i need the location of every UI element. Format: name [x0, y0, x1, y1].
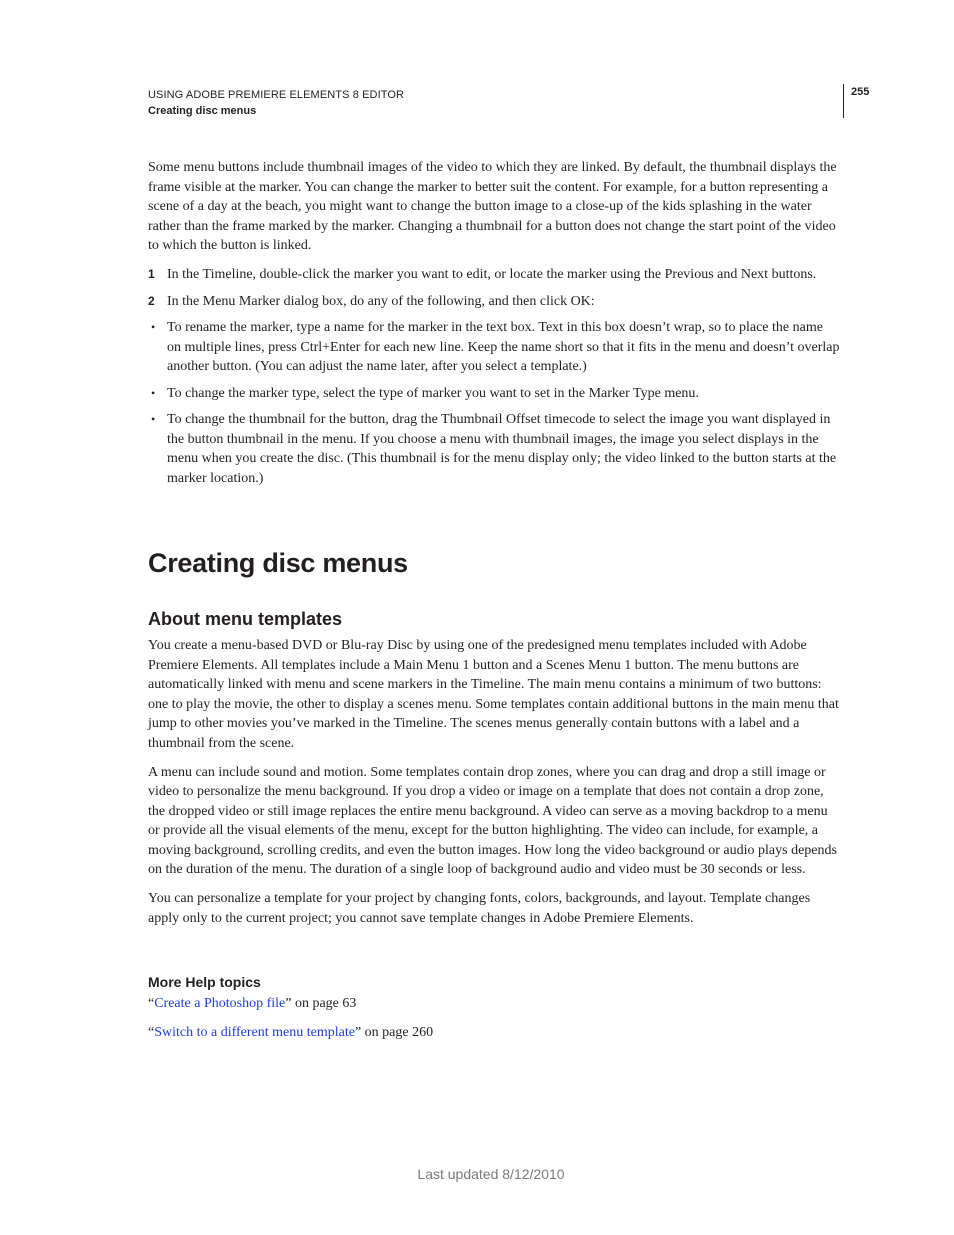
- subsection-heading: About menu templates: [148, 609, 343, 629]
- link-create-photoshop-file[interactable]: Create a Photoshop file: [154, 996, 286, 1011]
- step-item: [148, 292, 840, 312]
- open-quote: “: [148, 1025, 155, 1040]
- bullet-text: To change the thumbnail for the button, drag the Thumbnail Offset timecode to select the image you want displayed in the button thumbnail in the menu. If you choose a menu with thumbnail images, the image you select displays in the menu when you create the disc. (This thumbnail is for the menu display only; the video linked to the button starts at the marker location.): [167, 412, 837, 486]
- link-suffix: ” on page 63: [285, 996, 357, 1011]
- header-divider: [843, 84, 844, 118]
- help-link-item: [148, 1023, 840, 1043]
- bullet-text: To change the marker type, select the type of marker you want to set in the Marker Type menu.: [167, 385, 699, 401]
- body-paragraph: A menu can include sound and motion. Some templates contain drop zones, where you can drag and drop a still image or video to personalize the menu background. If you drop a video or image on a template that does not contain a drop zone, the dropped video or still image replaces the entire menu background. A video can serve as a moving backdrop to a menu or provide all the visual elements of the menu, except for the button highlighting. The video can include, for example, a moving background, scrolling credits, and even the button images. How long the video background or audio plays depends on the duration of the menu. The duration of a single loop of background audio and video must be 30 seconds or less.: [148, 764, 837, 877]
- intro-paragraph: Some menu buttons include thumbnail images of the video to which they are linked. By default, the thumbnail displays the frame visible at the marker. You can change the marker to better suit the content. For example, for a button representing a scene of a day at the beach, you might want to change the button image to a close-up of the kids splashing in the water rather than the frame marked by the marker. Changing a thumbnail for a button does not change the start point of the video to which the button is linked.: [148, 160, 837, 253]
- running-header: [148, 87, 404, 119]
- more-help-heading: More Help topics: [148, 974, 261, 990]
- running-section-title: Creating disc menus: [148, 105, 257, 117]
- link-suffix: ” on page 260: [354, 1025, 434, 1040]
- section-heading: Creating disc menus: [148, 548, 408, 578]
- bullet-text: To rename the marker, type a name for the marker in the text box. Text in this box doesn’t wrap, so to place the name on multiple lines, press Ctrl+Enter for each new line. Keep the name short so that it fits in the menu and doesn’t overlap another button. (You can adjust the name later, after you select a template.): [167, 320, 840, 374]
- section-content: [148, 636, 840, 938]
- link-switch-menu-template[interactable]: Switch to a different menu template: [154, 1025, 355, 1040]
- help-link-item: [148, 994, 840, 1014]
- bullet-item: [148, 384, 840, 404]
- step-number: 2: [148, 293, 155, 308]
- body-paragraph: You create a menu-based DVD or Blu-ray Disc by using one of the predesigned menu templates included with Adobe Premiere Elements. All templates include a Main Menu 1 button and a Scenes Menu 1 button. The menu buttons are automatically linked with menu and scene markers in the Timeline. The main menu contains a minimum of two buttons: one to play the movie, the other to display a scenes menu. Some templates contain additional buttons in the main menu that jump to other movies you’ve marked in the Timeline. The scenes menus generally contain buttons with a label and a thumbnail from the scene.: [148, 638, 839, 751]
- document-title: USING ADOBE PREMIERE ELEMENTS 8 EDITOR: [148, 89, 405, 101]
- footer-last-updated: Last updated 8/12/2010: [417, 1166, 565, 1182]
- step-item: [148, 265, 840, 285]
- page-number: 255: [851, 86, 870, 98]
- step-number: 1: [148, 267, 155, 281]
- step-text: In the Menu Marker dialog box, do any of the following, and then click OK:: [167, 293, 595, 309]
- body-paragraph: You can personalize a template for your project by changing fonts, colors, backgrounds, and layout. Template changes apply only to the current project; you cannot save template changes in Adobe Premiere Elements.: [148, 891, 811, 926]
- step-text: In the Timeline, double-click the marker you want to edit, or locate the marker using the Previous and Next buttons.: [167, 267, 817, 282]
- bullet-dot: •: [151, 385, 156, 400]
- more-help-links: [148, 994, 840, 1052]
- bullet-item: [148, 410, 840, 488]
- intro-content: [148, 158, 840, 495]
- bullet-item: [148, 318, 840, 377]
- bullet-dot: •: [151, 412, 156, 426]
- open-quote: “: [148, 996, 155, 1011]
- bullet-dot: •: [151, 320, 156, 334]
